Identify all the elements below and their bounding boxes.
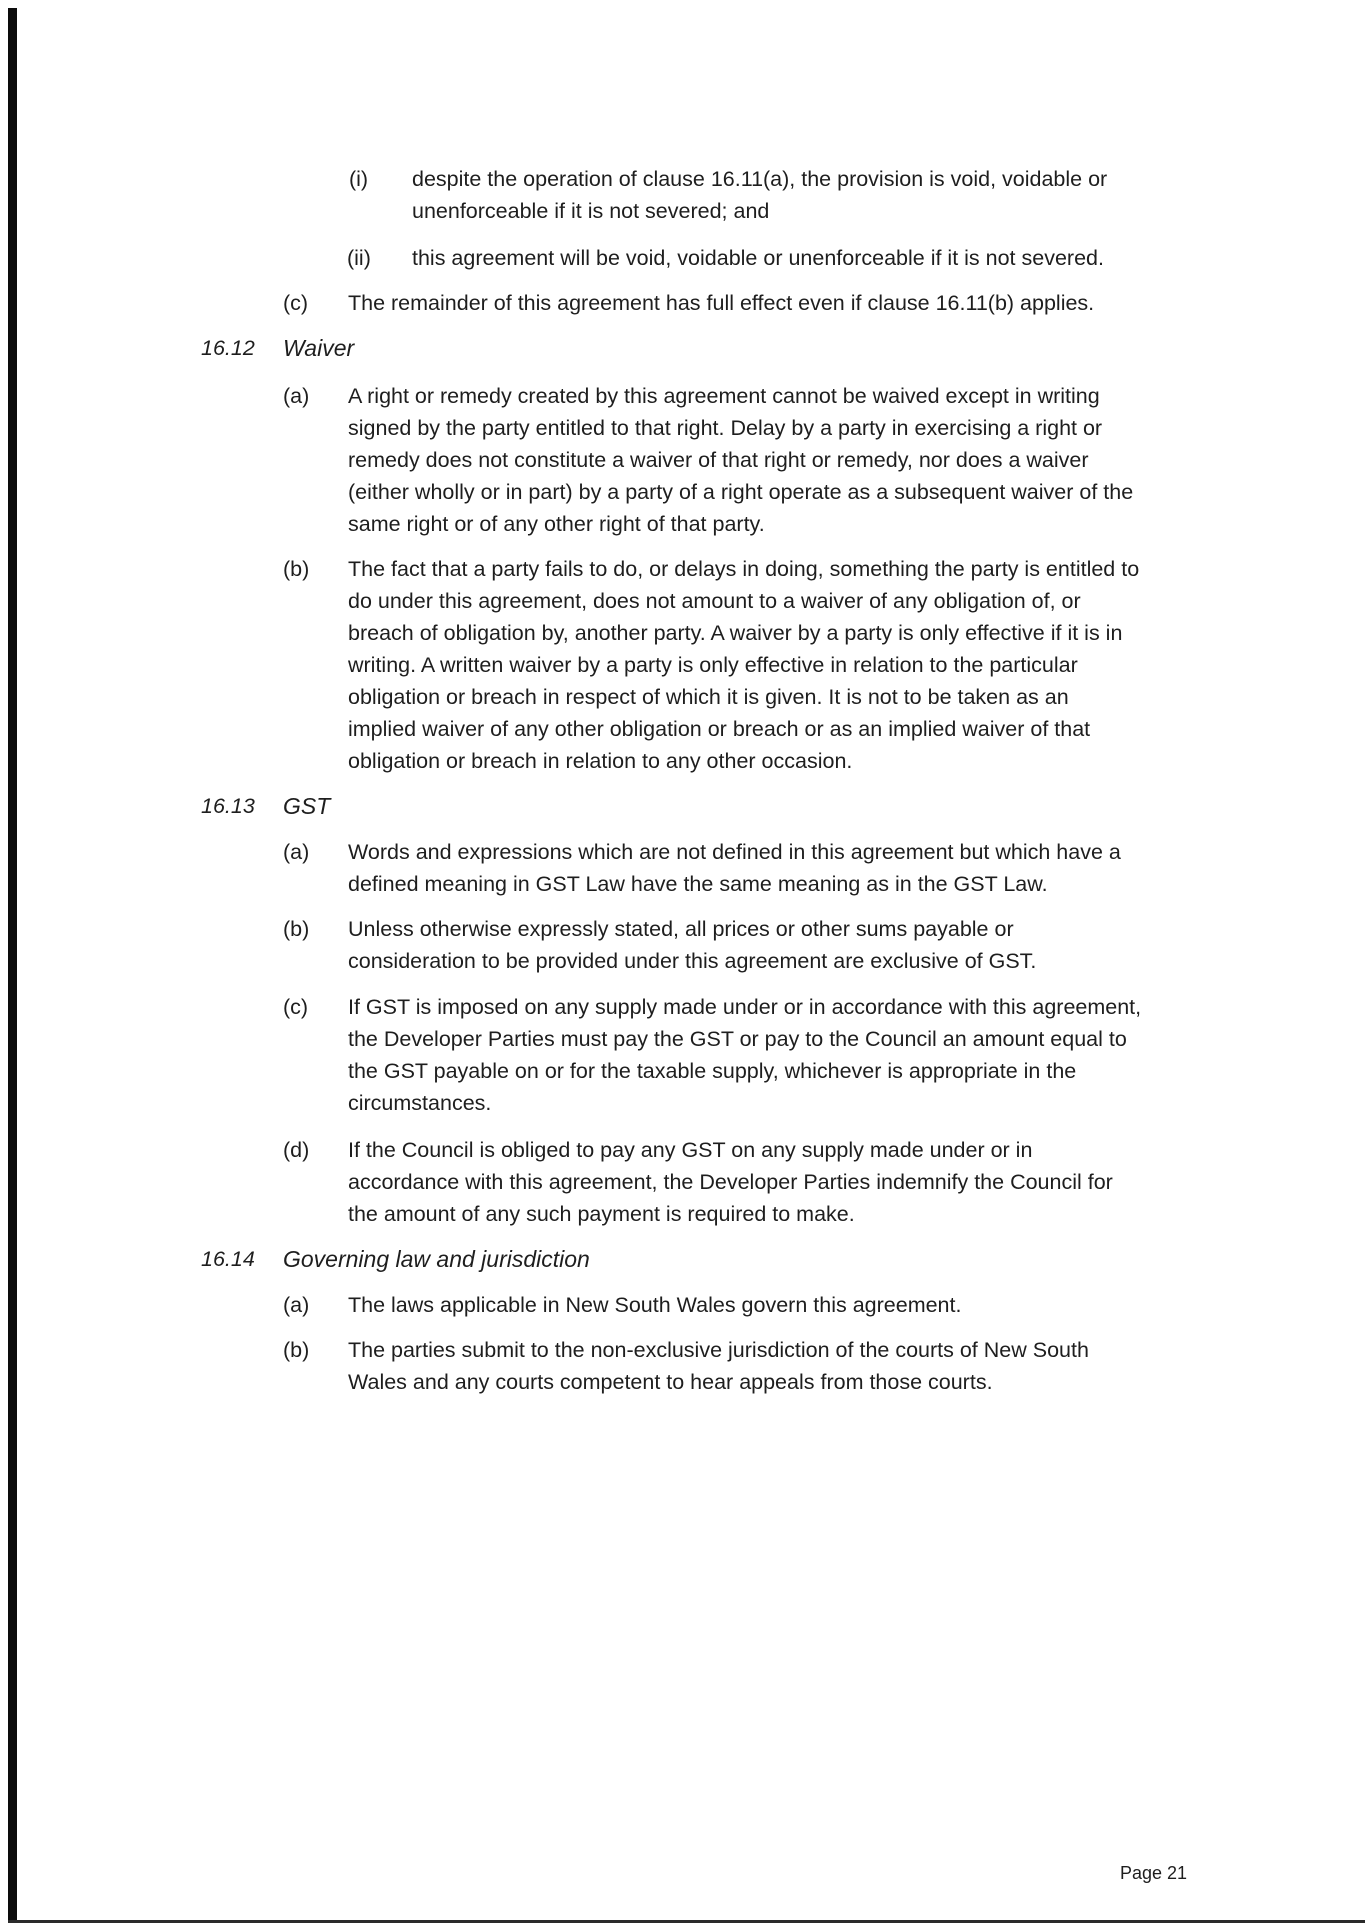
clause-16-13-number: 16.13 <box>201 794 255 818</box>
clause-16-14-a-text: The laws applicable in New South Wales govern this agreement. <box>348 1293 962 1317</box>
clause-16-12-number: 16.12 <box>201 336 255 360</box>
clause-16-11-b-ii-label: (ii) <box>347 246 371 270</box>
clause-16-14-number: 16.14 <box>201 1247 255 1271</box>
scan-left-border <box>8 8 17 1922</box>
clause-16-13-heading: GST <box>283 793 331 819</box>
clause-16-11-b-i-label: (i) <box>349 167 369 191</box>
clause-16-13-a-text: Words and expressions which are not defined in this agreement but which have a defined meaning in GST Law have the same meaning as in the GST Law. <box>348 840 1121 896</box>
clause-16-12-b-text: The fact that a party fails to do, or delays in doing, something the party is entitled to do under this agreement, does not amount to a waiver of any obligation of, or breach of obligation by, another party. A waiver by a party is only effective if it is in writing. A written waiver by a party is only effective in relation to the particular obligation or breach in respect of which it is given. It is not to be taken as an implied waiver of any other obligation or breach or as an implied waiver of that obligation or breach in relation to any other occasion. <box>348 557 1140 773</box>
clause-16-12-a-text: A right or remedy created by this agreement cannot be waived except in writing signed by the party entitled to that right. Delay by a party in exercising a right or remedy does not constitute a waiver of that right or remedy, nor does a waiver (either wholly or in part) by a party of a right operate as a subsequent waiver of the same right or of any other right of that party. <box>348 384 1134 536</box>
clause-16-11-c-text: The remainder of this agreement has full effect even if clause 16.11(b) applies. <box>348 291 1095 315</box>
clause-16-11-b-i-text: despite the operation of clause 16.11(a), the provision is void, voidable or unenforceable if it is not severed; and <box>412 167 1108 223</box>
scan-bottom-border <box>8 1920 1365 1923</box>
clause-16-12-heading: Waiver <box>283 335 355 361</box>
clause-16-13-d-label: (d) <box>283 1138 310 1162</box>
clause-16-13-c-label: (c) <box>283 995 309 1019</box>
clause-16-13-b-text: Unless otherwise expressly stated, all prices or other sums payable or consideration to be provided under this agreement are exclusive of GST. <box>348 917 1037 973</box>
clause-16-14-b-text: The parties submit to the non-exclusive jurisdiction of the courts of New South Wales and any courts competent to hear appeals from those courts. <box>348 1338 1089 1394</box>
clause-16-13-b-label: (b) <box>283 917 310 941</box>
clause-16-11-c-label: (c) <box>283 291 309 315</box>
clause-16-13-d-text: If the Council is obliged to pay any GST on any supply made under or in accordance with this agreement, the Developer Parties indemnify the Council for the amount of any such payment is required to make. <box>348 1138 1113 1226</box>
clause-16-14-b-label: (b) <box>283 1338 310 1362</box>
clause-16-13-c-text: If GST is imposed on any supply made under or in accordance with this agreement, the Developer Parties must pay the GST or pay to the Council an amount equal to the GST payable on or for the taxable supply, whichever is appropriate in the circumstances. <box>348 995 1142 1115</box>
clause-16-11-b-ii-text: this agreement will be void, voidable or unenforceable if it is not severed. <box>412 246 1104 270</box>
clause-16-13-a-label: (a) <box>283 840 310 864</box>
clause-16-12-a-label: (a) <box>283 384 310 408</box>
clause-16-14-heading: Governing law and jurisdiction <box>283 1246 590 1272</box>
page-number: Page 21 <box>1120 1863 1188 1883</box>
clause-16-14-a-label: (a) <box>283 1293 310 1317</box>
clause-16-12-b-label: (b) <box>283 557 310 581</box>
